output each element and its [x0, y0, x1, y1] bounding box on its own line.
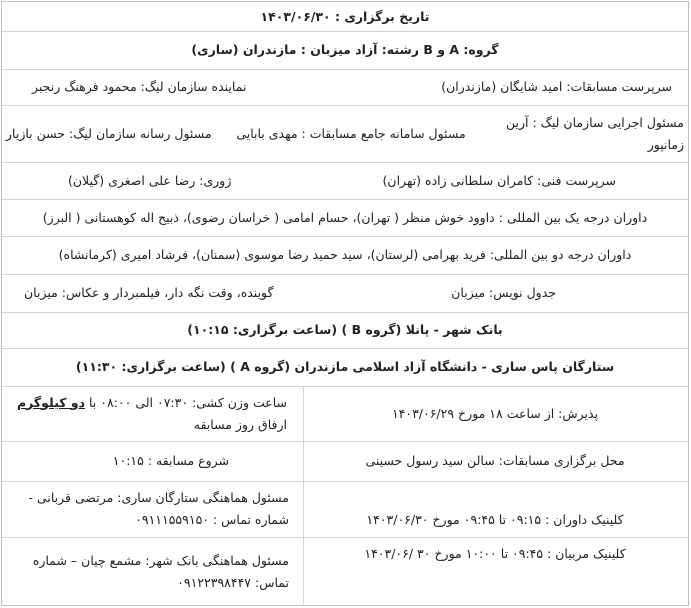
weighin-bold: دو کیلوگرم	[16, 394, 86, 410]
match-b: بانک شهر - پانلا (گروه B ) (ساعت برگزاری: ۱۰:۱۵)	[187, 322, 503, 337]
reception: پذیرش: از ساعت ۱۸ مورخ ۱۴۰۳/۰۶/۲۹	[391, 405, 599, 421]
jury: ژوری: رضا علی اصغری (گیلان)	[68, 172, 232, 188]
exec-manager: مسئول اجرایی سازمان لیگ : آرین زمانپور	[506, 114, 684, 152]
weighin-text-b: ارفاق روز مسابقه	[193, 416, 287, 432]
intl-referees-1: داوران درجه یک بین المللی : داوود خوش منظر ( تهران)، حسام امامی ( خراسان رضوی)، ذبیح اله کوهستانی ( البرز)	[42, 209, 648, 225]
intl-referees-2: داوران درجه دو بین المللی: فرید بهرامی (لرستان)، سید حمید رضا موسوی (سمنان)، فرشاد امیری (کرمانشاه)	[58, 247, 632, 262]
group-row: گروه: A و B رشته: آزاد میزبان : مازندران (ساری)	[191, 42, 499, 57]
announcer: گوینده، وقت نگه دار، فیلمبردار و عکاس: میزبان	[24, 285, 274, 300]
weighin-text-a: ساعت وزن کشی: ۰۷:۳۰ الی ۰۸:۰۰ با	[89, 394, 287, 410]
supervisor: سرپرست مسابقات: امید شایگان (مازندران)	[441, 79, 672, 94]
date-row: تاریخ برگزاری : ۱۴۰۳/۰۶/۳۰	[260, 8, 430, 24]
venue: محل برگزاری مسابقات: سالن سید رسول حسینی	[365, 453, 625, 468]
match-start: شروع مسابقه : ۱۰:۱۵	[112, 453, 229, 468]
tech-supervisor: سرپرست فنی: کامران سلطانی زاده (تهران)	[382, 172, 616, 188]
system-manager: مسئول سامانه جامع مسابقات : مهدی بابایی	[236, 125, 466, 141]
league-rep: نماینده سازمان لیگ: محمود فرهنگ رنجبر	[32, 79, 247, 94]
media-manager: مسئول رسانه سازمان لیگ: حسن بازیار	[6, 125, 212, 141]
schedule-table	[1, 1, 689, 606]
setareh-coordinator: مسئول هماهنگی ستارگان ساری: مرتضی قربانی - شماره تماس : ۰۹۱۱۱۵۵۹۱۵۰	[28, 490, 289, 527]
table-writer: جدول نویس: میزبان	[451, 285, 556, 300]
bank-coordinator: مسئول هماهنگی بانک شهر: مشمع چیان – شماره تماس: ۰۹۱۲۲۳۹۸۴۴۷	[32, 552, 289, 590]
weighin	[2, 386, 303, 441]
match-a: ستارگان پاس ساری - دانشگاه آزاد اسلامی مازندران (گروه A ) (ساعت برگزاری: ۱۱:۳۰)	[75, 359, 615, 374]
coach-clinic: کلینیک مربیان : ۰۹:۴۵ تا ۱۰:۰۰ مورخ ۳۰ /۱۴۰۳/۰۶	[364, 546, 626, 561]
referee-clinic: کلینیک داوران : ۰۹:۱۵ تا ۰۹:۴۵ مورخ ۱۴۰۳/۰۶/۳۰	[366, 512, 624, 527]
